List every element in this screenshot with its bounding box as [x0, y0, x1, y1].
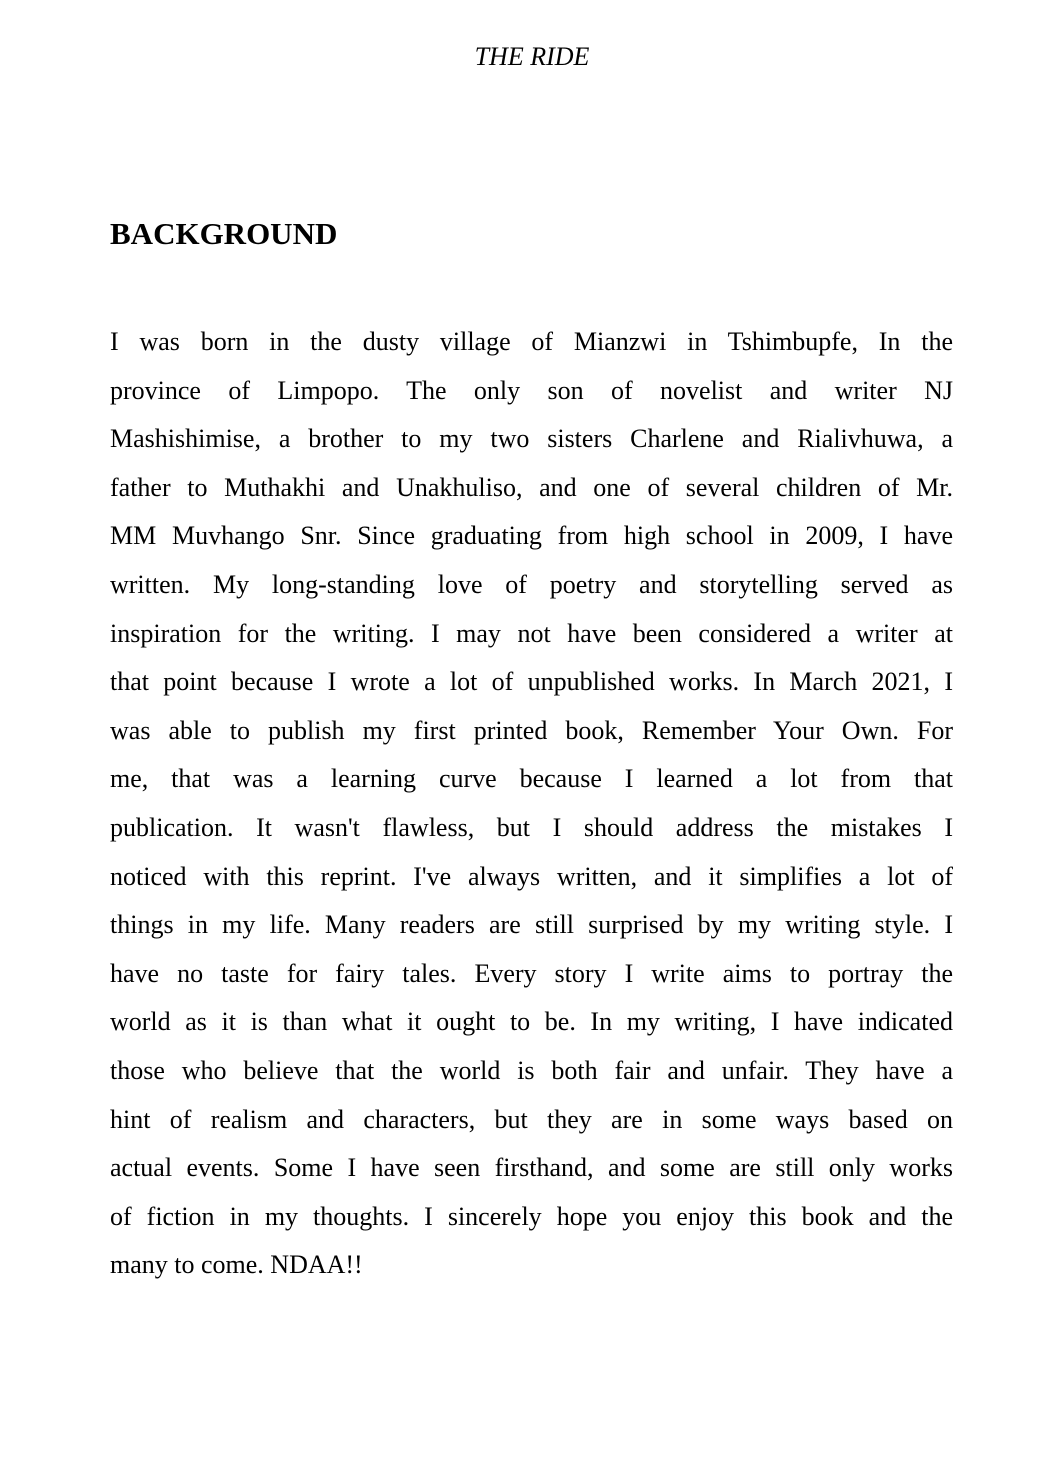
body-line: have no taste for fairy tales. Every story I write aims to portray the	[110, 958, 953, 988]
body-line: world as it is than what it ought to be. In my writing, I have indicated	[110, 1007, 953, 1037]
body-line-last: many to come. NDAA!!	[110, 1250, 363, 1280]
body-line: province of Limpopo. The only son of novelist and writer NJ	[110, 375, 953, 405]
body-line: father to Muthakhi and Unakhuliso, and one of several children of Mr.	[110, 472, 953, 502]
body-line: noticed with this reprint. I've always written, and it simplifies a lot of	[110, 861, 953, 891]
body-line: me, that was a learning curve because I learned a lot from that	[110, 764, 953, 794]
body-line: that point because I wrote a lot of unpublished works. In March 2021, I	[110, 667, 953, 697]
body-line: publication. It wasn't flawless, but I should address the mistakes I	[110, 812, 953, 842]
body-line: I was born in the dusty village of Mianzwi in Tshimbupfe, In the	[110, 327, 953, 356]
body-line: things in my life. Many readers are still surprised by my writing style. I	[110, 910, 953, 940]
body-line: hint of realism and characters, but they are in some ways based on	[110, 1104, 953, 1134]
body-line: those who believe that the world is both fair and unfair. They have a	[110, 1055, 953, 1085]
body-line: actual events. Some I have seen firsthand, and some are still only works	[110, 1153, 953, 1183]
body-line: inspiration for the writing. I may not have been considered a writer at	[110, 618, 953, 648]
section-heading: BACKGROUND	[110, 216, 338, 251]
body-line: written. My long-standing love of poetry and storytelling served as	[110, 569, 953, 599]
body-line: of fiction in my thoughts. I sincerely hope you enjoy this book and the	[110, 1201, 953, 1231]
running-header: THE RIDE	[474, 42, 590, 71]
body-line: Mashishimise, a brother to my two sisters Charlene and Rialivhuwa, a	[110, 424, 953, 454]
body-line: was able to publish my first printed book, Remember Your Own. For	[110, 715, 953, 745]
body-paragraph	[110, 318, 953, 1290]
body-line: MM Muvhango Snr. Since graduating from high school in 2009, I have	[110, 521, 953, 551]
